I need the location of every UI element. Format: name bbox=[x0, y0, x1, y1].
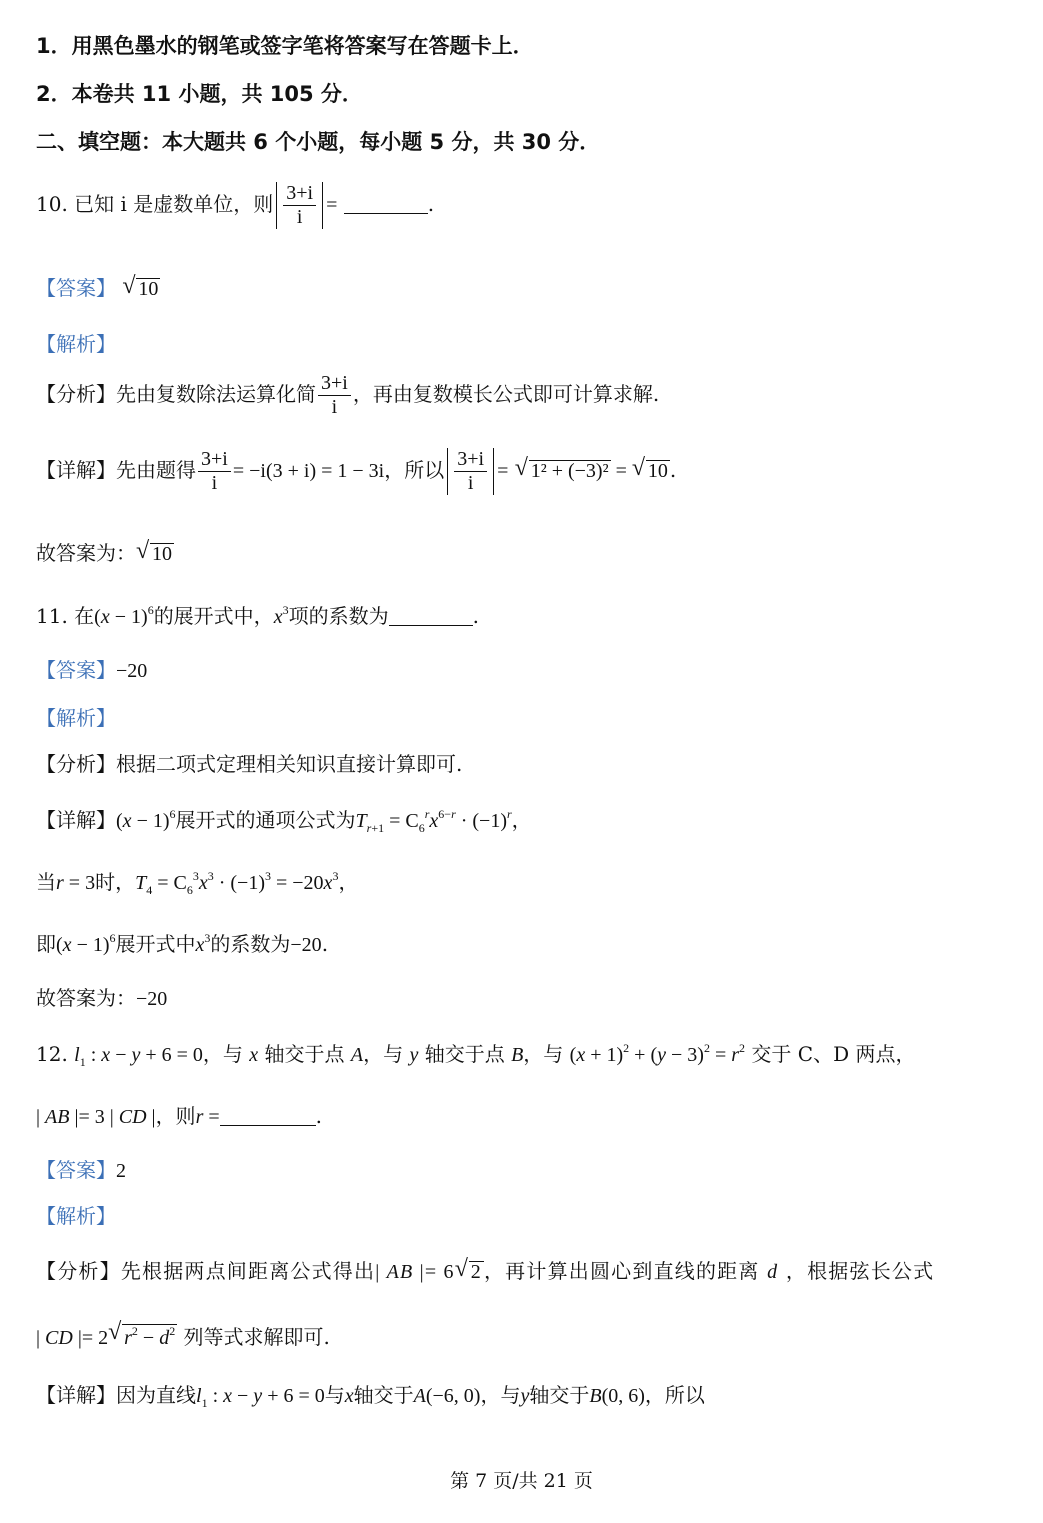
q11-analysis-label: 【解析】 bbox=[36, 706, 116, 730]
q11-line3: 即$(x - 1)^6$展开式中$x^3$的系数为−20. bbox=[36, 931, 329, 956]
q10-so: 故答案为： √ 10 bbox=[36, 538, 172, 565]
q12-line2: | AB |= 3 | CD |，则r = . bbox=[36, 1104, 322, 1128]
q10-analysis-label: 【解析】 bbox=[36, 332, 116, 356]
q12-detail: 【详解】因为直线$l_1$ : x − y + 6 = 0与x轴交于A(−6, 0)，与y轴交于B(0, 6)，所以 bbox=[36, 1383, 705, 1410]
page-footer: 第 7 页/共 21 页 bbox=[450, 1470, 593, 1492]
q12-fenxi: 【分析】先根据两点间距离公式得出| AB |= 6 √ 2 ，再计算出圆心到直线的距离 d ，根据弦长公式 bbox=[36, 1256, 935, 1283]
q11-fenxi: 【分析】根据二项式定理相关知识直接计算即可. bbox=[36, 752, 463, 776]
q10-detail: 【详解】先由题得 $\frac{3+i}{i}$ = −i(3 + i) = 1 − 3i，所以 $\frac{3+i}{i}$ = √ 1² + (−3)² = √ 10 . bbox=[36, 448, 677, 494]
q10-answer: 【答案】 √ 10 bbox=[36, 273, 159, 300]
q12-fenxi-2: | CD |= 2 √ $r^2 - d^2$ 列等式求解即可. bbox=[36, 1319, 330, 1349]
q11-line2: 当r = 3时，$T_4 = C_6^3x^3 \cdot (-1)^3 = -20x^3$， bbox=[36, 869, 359, 897]
q11-so: 故答案为：−20 bbox=[36, 986, 168, 1010]
q11-detail: 【详解】$(x - 1)^6$展开式的通项公式为$T_{r+1} = C_6^rx^{6-r} \cdot (-1)^r$， bbox=[36, 807, 532, 835]
instruction-2: 2．本卷共 11 小题，共 105 分． bbox=[36, 82, 363, 106]
q10-stem: 10. 已知 i 是虚数单位，则 $\frac{3+i}{i}$ = . bbox=[36, 182, 435, 228]
q12-answer: 【答案】2 bbox=[36, 1158, 126, 1182]
q11-answer: 【答案】−20 bbox=[36, 658, 148, 682]
section-heading: 二、填空题：本大题共 6 个小题，每小题 5 分，共 30 分． bbox=[36, 130, 601, 154]
q12-analysis-label: 【解析】 bbox=[36, 1204, 116, 1228]
q10-fenxi: 【分析】先由复数除法运算化简 $\frac{3+i}{i}$ ，再由复数模长公式即可计算求解. bbox=[36, 372, 660, 418]
instruction-1: 1．用黑色墨水的钢笔或签字笔将答案写在答题卡上． bbox=[36, 34, 534, 58]
q12-stem: 12. $l_1$ : x − y + 6 = 0，与 x 轴交于点 A，与 y 轴交于点 B，与 $(x + 1)^2 + (y - 3)^2 = r^2$ 交于 C、D 两点， bbox=[36, 1041, 916, 1069]
q11-stem: 11. 在$(x - 1)^6$的展开式中，$x^3$项的系数为 . bbox=[36, 603, 479, 628]
